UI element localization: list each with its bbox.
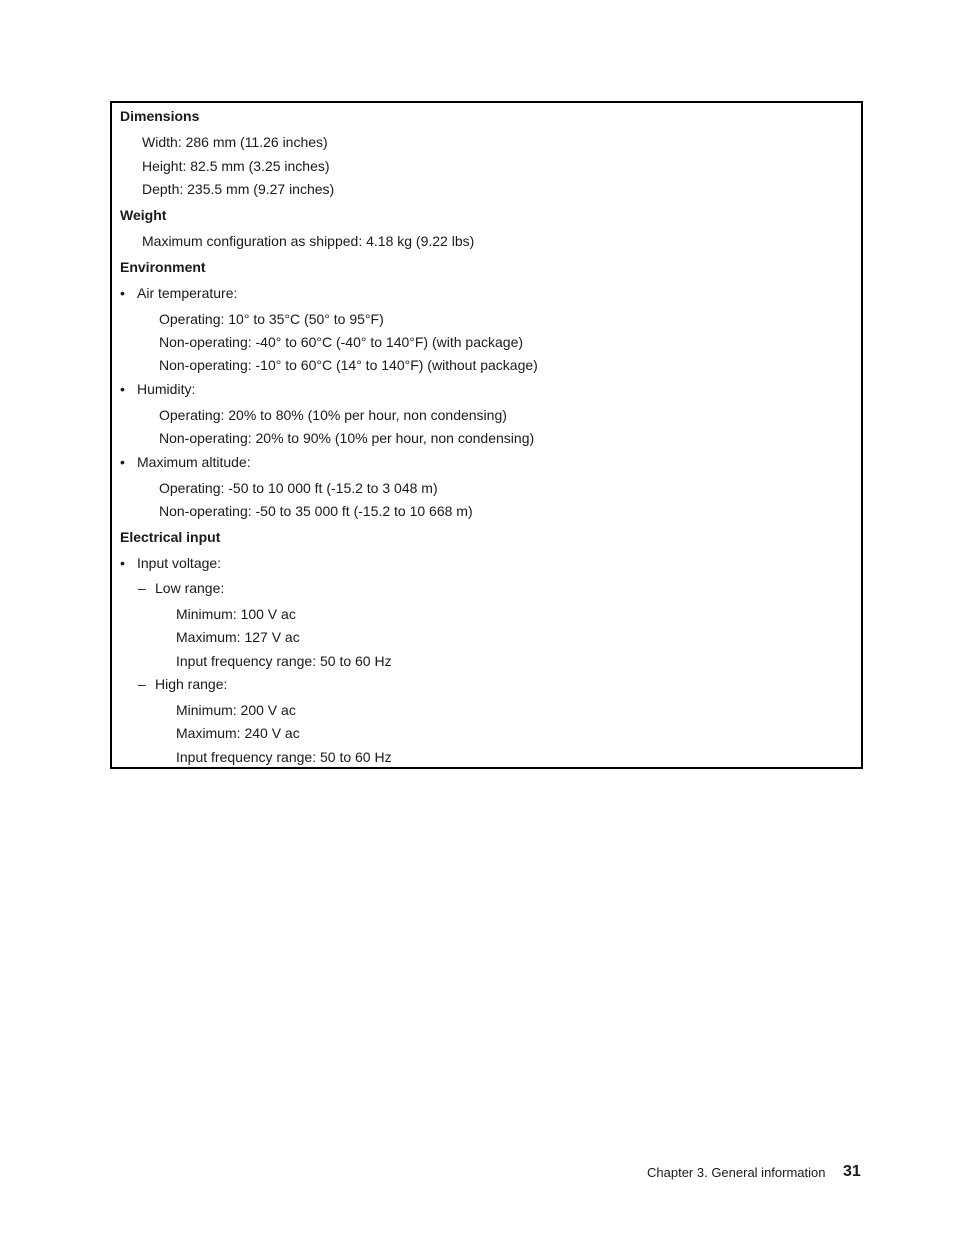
high-range-frequency: Input frequency range: 50 to 60 Hz bbox=[176, 749, 392, 765]
specifications-table bbox=[110, 101, 863, 769]
altitude-operating: Operating: -50 to 10 000 ft (-15.2 to 3 048 m) bbox=[159, 480, 438, 496]
low-range-maximum: Maximum: 127 V ac bbox=[176, 629, 300, 645]
air-temp-non-operating-no-package: Non-operating: -10° to 60°C (14° to 140°F) (without package) bbox=[159, 357, 538, 373]
air-temp-operating: Operating: 10° to 35°C (50° to 95°F) bbox=[159, 311, 384, 327]
width-value: Width: 286 mm (11.26 inches) bbox=[142, 134, 328, 150]
low-range-frequency: Input frequency range: 50 to 60 Hz bbox=[176, 653, 392, 669]
footer-chapter-title: Chapter 3. General information bbox=[647, 1165, 826, 1180]
high-range-label: High range: bbox=[155, 676, 228, 692]
dash-marker: – bbox=[138, 580, 146, 596]
high-range-maximum: Maximum: 240 V ac bbox=[176, 725, 300, 741]
humidity-non-operating: Non-operating: 20% to 90% (10% per hour, non condensing) bbox=[159, 430, 535, 446]
page-number: 31 bbox=[843, 1163, 861, 1180]
humidity-operating: Operating: 20% to 80% (10% per hour, non condensing) bbox=[159, 407, 507, 423]
dimensions-heading: Dimensions bbox=[120, 108, 200, 124]
electrical-input-heading: Electrical input bbox=[120, 529, 221, 545]
weight-max-config: Maximum configuration as shipped: 4.18 kg (9.22 lbs) bbox=[142, 233, 475, 249]
bullet-marker: • bbox=[120, 285, 125, 301]
bullet-marker: • bbox=[120, 381, 125, 397]
depth-value: Depth: 235.5 mm (9.27 inches) bbox=[142, 181, 335, 197]
dash-marker: – bbox=[138, 676, 146, 692]
height-value: Height: 82.5 mm (3.25 inches) bbox=[142, 158, 330, 174]
air-temp-non-operating-package: Non-operating: -40° to 60°C (-40° to 140°F) (with package) bbox=[159, 334, 524, 350]
low-range-label: Low range: bbox=[155, 580, 225, 596]
bullet-marker: • bbox=[120, 555, 125, 571]
altitude-label: Maximum altitude: bbox=[137, 454, 251, 470]
air-temperature-label: Air temperature: bbox=[137, 285, 238, 301]
bullet-marker: • bbox=[120, 454, 125, 470]
input-voltage-label: Input voltage: bbox=[137, 555, 222, 571]
environment-heading: Environment bbox=[120, 259, 206, 275]
humidity-label: Humidity: bbox=[137, 381, 196, 397]
low-range-minimum: Minimum: 100 V ac bbox=[176, 606, 296, 622]
altitude-non-operating: Non-operating: -50 to 35 000 ft (-15.2 to 10 668 m) bbox=[159, 503, 473, 519]
weight-heading: Weight bbox=[120, 207, 167, 223]
high-range-minimum: Minimum: 200 V ac bbox=[176, 702, 296, 718]
